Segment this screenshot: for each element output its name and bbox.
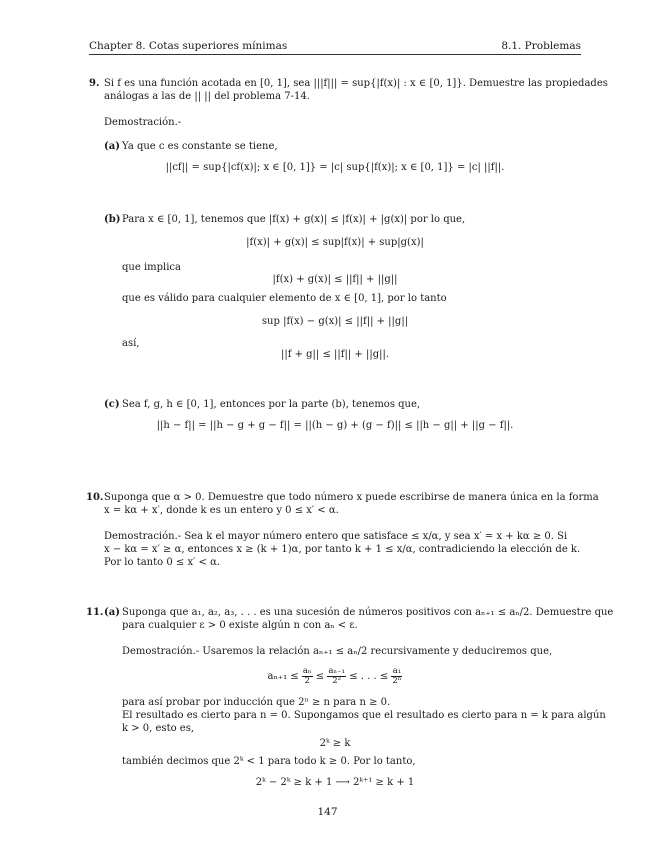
part-b-equation-3: sup |f(x) − g(x)| ≤ ||f|| + ||g||	[261, 316, 409, 327]
part-c-label: (c)	[104, 399, 120, 410]
part-b-equation-2: |f(x) + g(x)| ≤ ||f|| + ||g||	[272, 274, 398, 285]
part-b-equation-1: |f(x)| + g(x)| ≤ sup|f(x)| + sup|g(x)|	[246, 237, 424, 248]
part-b-text: Para x ∈ [0, 1], tenemos que |f(x) + g(x)| ≤ |f(x)| + |g(x)| por lo que,	[122, 214, 466, 225]
chain-fraction-1	[302, 667, 313, 686]
problem-11-tambien: también decimos que 2ᵏ < 1 para todo k ≥ 0. Por lo tanto,	[122, 756, 416, 767]
problem-10-demo-1: Demostración.- Sea k el mayor número entero que satisface ≤ x/α, y sea x′ = x + kα ≥ 0. Si	[104, 531, 568, 542]
problem-11-result-1: El resultado es cierto para n = 0. Supongamos que el resultado es cierto para n = k para algún	[122, 710, 606, 721]
chain-mid: ≤	[315, 671, 325, 682]
problem-11-part-a-label: (a)	[104, 607, 120, 618]
chain-fraction-2-den: 2²	[332, 676, 342, 686]
part-c-text: Sea f, g, h ∈ [0, 1], entonces por la parte (b), tenemos que,	[122, 399, 421, 410]
problem-9-demo-label: Demostración.-	[104, 117, 182, 128]
chain-fraction-3-num: a₁	[392, 666, 402, 676]
chain-fraction-1-num: aₙ	[302, 666, 312, 676]
part-b-equation-4: ||f + g|| ≤ ||f|| + ||g||.	[280, 349, 390, 360]
problem-11-demo: Demostración.- Usaremos la relación aₙ₊₁ ≤ aₙ/2 recursivamente y deduciremos que,	[122, 646, 553, 657]
header-section: 8.1. Problemas	[501, 40, 581, 52]
problem-9-statement-1: Si f es una función acotada en [0, 1], sea |||f||| = sup{|f(x)| : x ∈ [0, 1]}. Demuestre las propiedades	[104, 78, 608, 89]
chain-fraction-3-den: 2ⁿ	[392, 676, 402, 686]
problem-9-number: 9.	[89, 78, 100, 89]
part-c-equation: ||h − f|| = ||h − g + g − f|| = ||(h − g) + (g − f)|| ≤ ||h − g|| + ||g − f||.	[156, 420, 514, 431]
part-b-label: (b)	[104, 214, 121, 225]
chain-lhs: aₙ₊₁ ≤	[267, 671, 299, 682]
problem-10-number: 10.	[86, 492, 104, 503]
problem-10-statement-2: x = kα + x′, donde k es un entero y 0 ≤ x′ < α.	[104, 505, 339, 516]
problem-11-statement-2: para cualquier ε > 0 existe algún n con aₙ < ε.	[122, 620, 358, 631]
problem-11-equation-k: 2ᵏ ≥ k	[319, 738, 351, 749]
part-a-label: (a)	[104, 141, 120, 152]
header-rule	[89, 54, 581, 55]
problem-11-result-2: k > 0, esto es,	[122, 723, 195, 734]
problem-11-statement-1: Suponga que a₁, a₂, a₃, . . . es una sucesión de números positivos con aₙ₊₁ ≤ aₙ/2. Demuestre que	[122, 607, 614, 618]
problem-10-demo-3: Por lo tanto 0 ≤ x′ < α.	[104, 557, 221, 568]
part-b-implica: que implica	[122, 262, 181, 273]
running-header	[89, 40, 581, 56]
chain-fraction-3	[391, 667, 402, 686]
problem-10-demo-2: x − kα = x′ ≥ α, entonces x ≥ (k + 1)α, por tanto k + 1 ≤ x/α, contradiciendo la elección de k.	[104, 544, 581, 555]
page-number: 147	[317, 806, 338, 818]
problem-11-induction: para así probar por inducción que 2ⁿ ≥ n para n ≥ 0.	[122, 697, 391, 708]
problem-11-equation-final: 2ᵏ − 2ᵏ ≥ k + 1 ⟶ 2ᵏ⁺¹ ≥ k + 1	[255, 777, 415, 788]
chain-fraction-2-num: aₙ₋₁	[328, 666, 345, 676]
chain-fraction-1-den: 2	[304, 676, 310, 686]
problem-11-number: 11.	[86, 607, 104, 618]
header-chapter: Chapter 8. Cotas superiores mínimas	[89, 40, 288, 52]
part-b-asi: así,	[122, 338, 140, 349]
part-a-equation: ||cf|| = sup{|cf(x)|; x ∈ [0, 1]} = |c| sup{|f(x)|; x ∈ [0, 1]} = |c| ||f||.	[165, 162, 505, 173]
problem-9-statement-2: análogas a las de || || del problema 7-14.	[104, 91, 310, 102]
problem-10-statement-1: Suponga que α > 0. Demuestre que todo número x puede escribirse de manera única en la forma	[104, 492, 599, 503]
chain-dots: ≤ . . . ≤	[349, 671, 389, 682]
part-a-text: Ya que c es constante se tiene,	[122, 141, 278, 152]
chain-fraction-2	[327, 667, 346, 686]
part-b-valido: que es válido para cualquier elemento de x ∈ [0, 1], por lo tanto	[122, 293, 447, 304]
problem-11-chain-inequality	[89, 664, 581, 690]
